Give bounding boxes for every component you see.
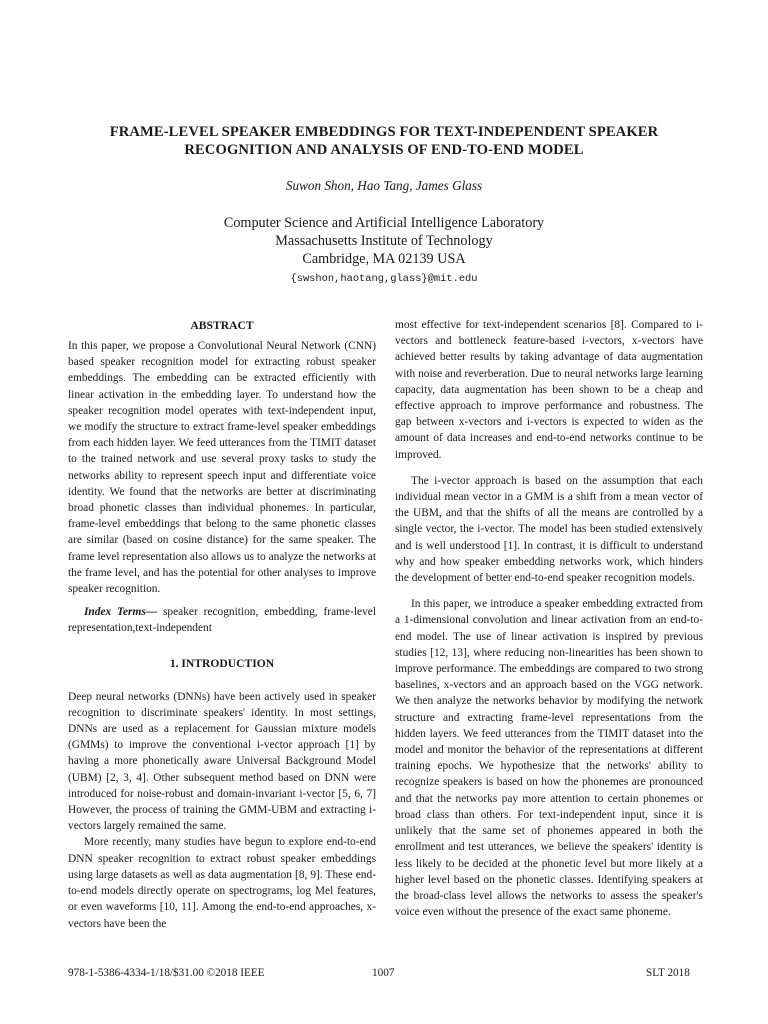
index-terms-label: Index Terms— bbox=[84, 606, 158, 619]
intro-paragraph-3: most effective for text-independent scenarios [8]. Compared to i-vectors and bottleneck feature-based i-vectors, x-vectors have achieved better results by taking advantage of data augmentation with noise and reverberation. Due to neural networks large learning capacity, data augmentation has been shown to be a cheap and effective approach to improve performance and robustness. The gap between x-vectors and i-vectors is expected to widen as the amount of data increases and end-to-end networks continue to be improved. bbox=[395, 319, 703, 461]
introduction-heading: 1. INTRODUCTION bbox=[169, 656, 275, 670]
footer-isbn: 978-1-5386-4334-1/18/$31.00 ©2018 IEEE bbox=[68, 967, 265, 979]
title-line-2: RECOGNITION AND ANALYSIS OF END-TO-END MODEL bbox=[184, 142, 584, 158]
author-emails: {swshon,haotang,glass}@mit.edu bbox=[290, 273, 478, 285]
author-list: Suwon Shon, Hao Tang, James Glass bbox=[285, 178, 483, 193]
intro-paragraph-4: The i-vector approach is based on the assumption that each individual mean vector in a GMM is a shift from a mean vector of the UBM, and that the shifts of all the means are controlled by a single vector, the i-vector. The model has been studied extensively and is well understood [1]. In contrast, it is difficult to understand why and how speaker embedding networks work, which hinders the development of better end-to-end speaker recognition models. bbox=[395, 474, 703, 585]
intro-paragraph-1: Deep neural networks (DNNs) have been actively used in speaker recognition to discriminate speakers' identity. In most settings, DNNs are used as a replacement for Gaussian mixture models (GMMs) to improve the conventional i-vector approach [1] by having a more phonetically aware Universal Background Model (UBM) [2, 3, 4]. Other subsequent method based on DNN were introduced for noise-robust and domain-invariant i-vector [5, 6, 7] However, the process of training the GMM-UBM and extracting i-vectors largely remained the same. bbox=[68, 690, 376, 833]
affiliation-institute: Massachusetts Institute of Technology bbox=[275, 233, 493, 249]
title-line-1: FRAME-LEVEL SPEAKER EMBEDDINGS FOR TEXT-INDEPENDENT SPEAKER bbox=[109, 124, 659, 140]
affiliation-address: Cambridge, MA 02139 USA bbox=[302, 251, 466, 267]
index-terms-text: speaker recognition, embedding, frame-level representation,text-independent bbox=[68, 606, 376, 635]
abstract-text: In this paper, we propose a Convolutional Neural Network (CNN) based speaker recognition model for extracting robust speaker embeddings. The embedding can be extracted efficiently with linear activation in the embedding layer. To understand how the speaker recognition model operates with text-independent input, we modify the structure to extract frame-level speaker embeddings from each hidden layer. We feed utterances from the TIMIT dataset to the trained network and use several proxy tasks to study the networks ability to represent speech input and differentiate voice identity. We found that the networks are better at discriminating broad phonetic classes than individual phonemes. In particular, frame-level embeddings that belong to the same phonetic classes are similar (based on cosine distance) for the same speaker. The frame level representation also allows us to analyze the networks at the frame level, and has the potential for other analyses to improve speaker recognition. bbox=[68, 340, 376, 596]
left-column bbox=[68, 318, 376, 932]
intro-paragraph-2: More recently, many studies have begun to explore end-to-end DNN speaker recognition to extract robust speaker embeddings using large datasets as well as data augmentation [8, 9]. These end-to-end models directly operate on spectrograms, log Mel features, or even waveforms [10, 11]. Among the end-to-end approaches, x-vectors have been the bbox=[68, 836, 376, 930]
footer-page-number: 1007 bbox=[372, 967, 395, 979]
affiliation bbox=[60, 214, 708, 268]
footer-venue: SLT 2018 bbox=[646, 967, 690, 979]
index-terms bbox=[68, 604, 376, 636]
intro-paragraph-5: In this paper, we introduce a speaker embedding extracted from a 1-dimensional convolution and linear activation from an end-to-end model. The use of linear activation is inspired by previous studies [12, 13], where reducing non-linearities has been shown to improve performance. The embeddings are compared to two strong baselines, x-vectors and an approach based on the VGG network. We then analyze the networks behavior by modifying the network structure and extracting frame-level representations from the hidden layers. We feed utterances from the TIMIT dataset into the model and monitor the behavior of the representations at different training epochs. We hypothesize that the networks' ability to recognize speakers is based on how the phonemes are pronounced and that the networks pay more attention to certain phonemes or broad class than others. For text-independent input, since it is unlikely that the same set of phonemes appeared in both the enrollment and test utterances, we believe the speakers' identity is less likely to be decided at the phonetic level but more likely at a higher level based on the phonetic classes. Identifying speakers at the broad-class level allows the networks to assess the speaker's voice even without the presence of the exact same phoneme. bbox=[395, 598, 703, 919]
paper-title bbox=[60, 123, 708, 159]
abstract-heading: ABSTRACT bbox=[190, 319, 254, 332]
right-column bbox=[395, 317, 703, 920]
affiliation-lab: Computer Science and Artificial Intelligence Laboratory bbox=[223, 215, 545, 231]
